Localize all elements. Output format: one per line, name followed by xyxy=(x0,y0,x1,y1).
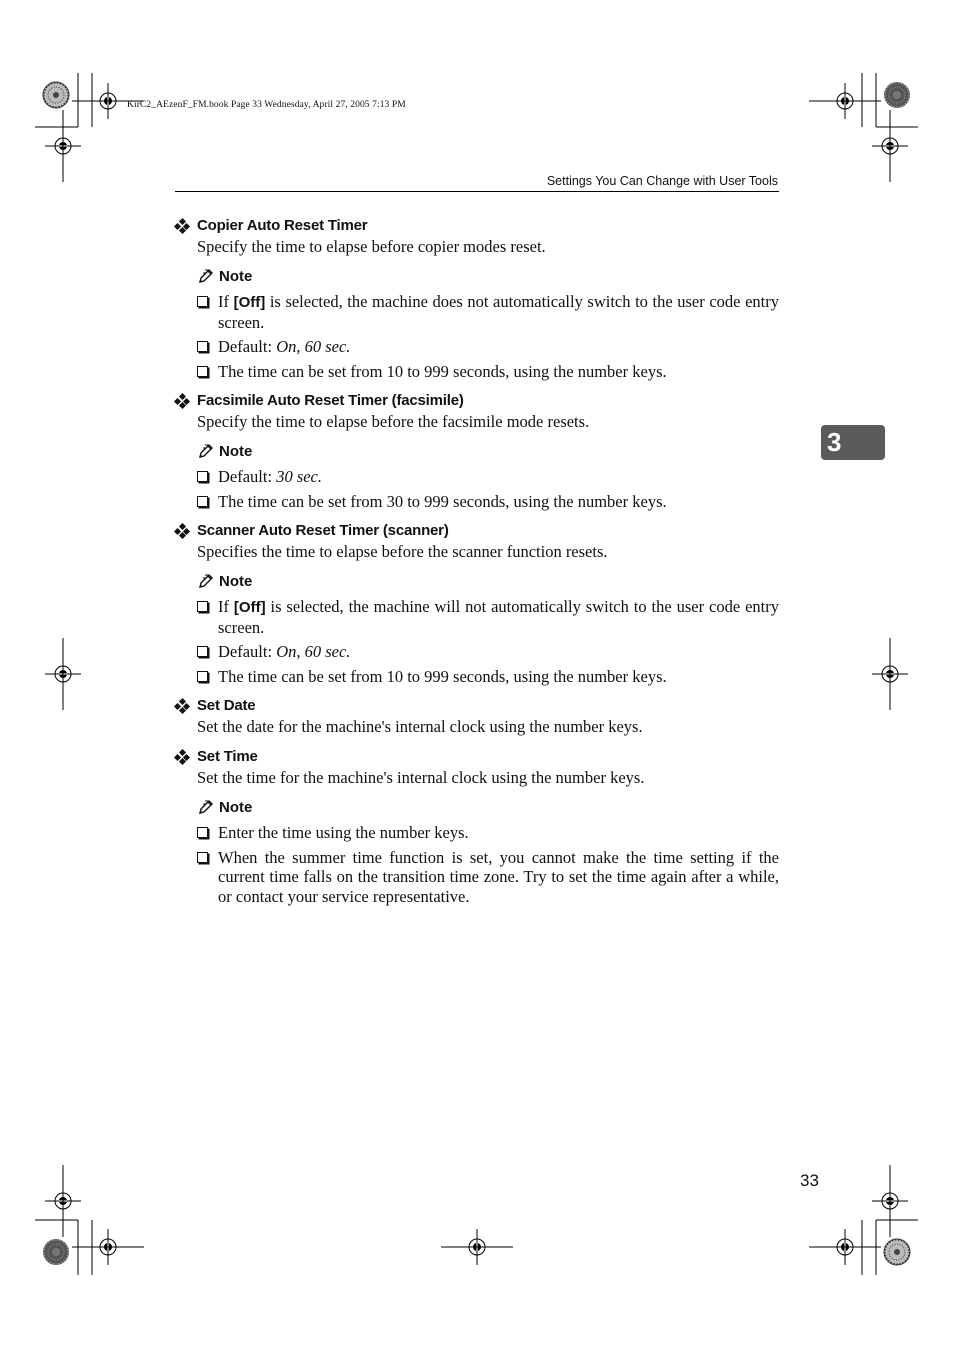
checkbox-bullet-icon xyxy=(197,296,208,307)
note-label: Note xyxy=(219,442,253,460)
section-title: Copier Auto Reset Timer xyxy=(197,217,368,234)
pencil-icon xyxy=(197,572,215,590)
note-label: Note xyxy=(219,572,253,590)
settings-section xyxy=(175,696,779,737)
pencil-icon xyxy=(197,442,215,460)
diamond-bullet-icon xyxy=(175,394,189,408)
note-item xyxy=(197,642,779,662)
note-block xyxy=(197,265,779,381)
note-text: Default: On, 60 sec. xyxy=(218,642,351,661)
note-text: Default: 30 sec. xyxy=(218,467,323,486)
note-item xyxy=(197,597,779,637)
section-heading xyxy=(175,747,779,767)
note-item xyxy=(197,467,779,487)
checkbox-bullet-icon xyxy=(197,366,208,377)
note-item xyxy=(197,337,779,357)
checkbox-bullet-icon xyxy=(197,341,208,352)
note-text: When the summer time function is set, you cannot make the time setting if the current time falls on the transition time zone. Try to set the time again after a while, or contact your service representative. xyxy=(218,847,779,906)
settings-section xyxy=(175,216,779,381)
note-item xyxy=(197,492,779,512)
note-item xyxy=(197,823,779,843)
diamond-bullet-icon xyxy=(175,750,189,764)
default-value: On xyxy=(276,337,297,356)
default-value: On xyxy=(276,642,297,661)
note-item xyxy=(197,848,779,907)
pencil-icon xyxy=(197,267,215,285)
section-heading xyxy=(175,216,779,236)
section-heading xyxy=(175,696,779,716)
diamond-bullet-icon xyxy=(175,524,189,538)
note-heading xyxy=(197,570,779,592)
diamond-bullet-icon xyxy=(175,699,189,713)
default-value: 30 sec. xyxy=(276,467,323,486)
note-block xyxy=(197,440,779,511)
note-text: If [Off] is selected, the machine does not automatically switch to the user code entry screen. xyxy=(218,292,779,332)
section-description: Specifies the time to elapse before the scanner function resets. xyxy=(197,542,608,561)
note-heading xyxy=(197,796,779,818)
settings-section xyxy=(175,747,779,906)
checkbox-bullet-icon xyxy=(197,827,208,838)
section-description: Set the time for the machine's internal clock using the number keys. xyxy=(197,768,645,787)
section-title: Scanner Auto Reset Timer (scanner) xyxy=(197,522,449,539)
key-label: [Off] xyxy=(233,294,266,311)
note-text: If [Off] is selected, the machine will not automatically switch to the user code entry screen. xyxy=(218,597,779,637)
checkbox-bullet-icon xyxy=(197,671,208,682)
section-description: Specify the time to elapse before copier modes reset. xyxy=(197,237,546,256)
section-title: Facsimile Auto Reset Timer (facsimile) xyxy=(197,392,464,409)
checkbox-bullet-icon xyxy=(197,471,208,482)
default-value: 60 sec. xyxy=(304,337,351,356)
note-item xyxy=(197,292,779,332)
note-text: The time can be set from 10 to 999 seconds, using the number keys. xyxy=(218,666,667,686)
note-item xyxy=(197,667,779,687)
checkbox-bullet-icon xyxy=(197,852,208,863)
settings-section xyxy=(175,521,779,686)
key-label: [Off] xyxy=(233,599,266,616)
print-info: KirC2_AEzenF_FM.book Page 33 Wednesday, April 27, 2005 7:13 PM xyxy=(127,100,406,110)
note-label: Note xyxy=(219,267,253,285)
checkbox-bullet-icon xyxy=(197,646,208,657)
section-heading xyxy=(175,391,779,411)
note-text: The time can be set from 30 to 999 seconds, using the number keys. xyxy=(218,491,667,511)
diamond-bullet-icon xyxy=(175,219,189,233)
note-block xyxy=(197,796,779,906)
note-block xyxy=(197,570,779,686)
checkbox-bullet-icon xyxy=(197,496,208,507)
header-rule xyxy=(175,191,779,192)
note-text: The time can be set from 10 to 999 seconds, using the number keys. xyxy=(218,361,667,381)
checkbox-bullet-icon xyxy=(197,601,208,612)
section-title: Set Date xyxy=(197,697,256,714)
page-number: 33 xyxy=(800,1171,819,1190)
note-heading xyxy=(197,440,779,462)
note-text: Enter the time using the number keys. xyxy=(218,823,469,842)
pencil-icon xyxy=(197,798,215,816)
default-value: 60 sec. xyxy=(304,642,351,661)
note-text: Default: On, 60 sec. xyxy=(218,337,351,356)
section-description: Set the date for the machine's internal clock using the number keys. xyxy=(197,717,643,736)
note-heading xyxy=(197,265,779,287)
note-label: Note xyxy=(219,798,253,816)
section-description: Specify the time to elapse before the facsimile mode resets. xyxy=(197,412,590,431)
main-content xyxy=(175,216,779,916)
note-item xyxy=(197,362,779,382)
settings-section xyxy=(175,391,779,511)
section-title: Set Time xyxy=(197,748,258,765)
chapter-tab: 3 xyxy=(821,425,885,460)
running-head: Settings You Can Change with User Tools xyxy=(546,174,778,188)
section-heading xyxy=(175,521,779,541)
